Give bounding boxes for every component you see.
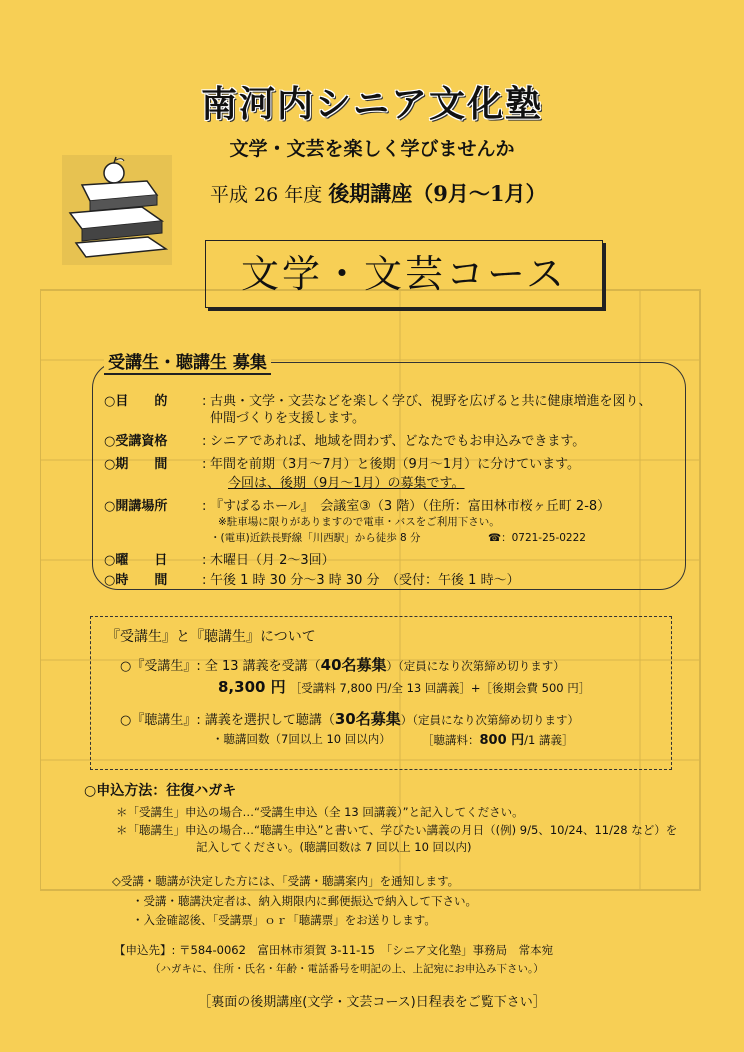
books-apple-icon bbox=[62, 155, 172, 265]
back-page-note: ［裏面の後期講座(文学・文芸コース)日程表をご覧下さい］ bbox=[198, 995, 546, 1010]
access-note: ・(電車)近鉄長野線「川西駅」から徒歩 8 分 bbox=[210, 532, 421, 544]
apply-line-student: ＊「受講生」申込の場合…“受講生申込（全 13 回講義）”と記入してください。 bbox=[116, 805, 524, 819]
student-line: ○『受講生』: 全 13 講義を受講（40名募集）（定員になり次第締め切ります） bbox=[120, 656, 565, 674]
notice-line: ◇受講・聴講が決定した方には、「受講・聴講案内」を通知します。 bbox=[112, 874, 460, 888]
course-title: 文学・文芸コース bbox=[240, 252, 568, 296]
auditor-line: ○『聴講生』: 講義を選択して聴講（30名募集）（定員になり次第締め切ります） bbox=[120, 710, 579, 728]
payment-line: ・受講・聴講決定者は、納入期限内に郵便振込で納入して下さい。 bbox=[132, 894, 477, 908]
apply-heading: ○申込方法：往復ハガキ bbox=[84, 783, 237, 799]
parking-note: ※駐車場に限りがありますので電車・バスをご利用下さい。 bbox=[218, 516, 500, 528]
recruit-heading: 受講生・聴講生 募集 bbox=[104, 348, 271, 375]
info-row-venue: ○開講場所 : 『すばるホール』 会議室③（3 階）（住所：富田林市桜ヶ丘町 2-8） bbox=[104, 499, 611, 514]
info-row-purpose: ○目 的 : 古典・文学・文芸などを楽しく学び、視野を広げると共に健康増進を図り、 bbox=[104, 394, 652, 409]
term-line bbox=[210, 178, 547, 208]
info-row-period: ○期 間 : 年間を前期（3月～7月）と後期（9月～1月）に分けています。 bbox=[104, 457, 581, 472]
page-subtitle: 文学・文芸を楽しく学びませんか bbox=[229, 138, 515, 160]
auditor-fee-line: ［聴講料：800 円/1 講義］ bbox=[422, 733, 574, 748]
info-row-purpose-cont: 仲間づくりを支援します。 bbox=[210, 411, 365, 426]
ticket-line: ・入金確認後、「受講票」ｏｒ「聴講票」をお送りします。 bbox=[132, 913, 436, 927]
apply-line-auditor: ＊「聴講生」申込の場合…“聴講生申込”と書いて、学びたい講義の月日（(例) 9/5、10/24、11/28 など）を bbox=[116, 823, 678, 837]
info-row-period-cont: 今回は、後期（9月～1月）の募集です。 bbox=[228, 476, 465, 491]
info-row-day: ○曜 日 : 木曜日（月 2～3回） bbox=[104, 553, 335, 568]
apply-address: 【申込先】: 〒584-0062 富田林市須賀 3-11-15 「シニア文化塾」事務局 常本宛 bbox=[114, 943, 554, 957]
info-row-eligibility: ○受講資格 : シニアであれば、地域を問わず、どなたでもお申込みできます。 bbox=[104, 434, 586, 449]
types-heading: 『受講生』と『聴講生』について bbox=[106, 629, 316, 645]
student-fee-line: 8,300 円 ［受講料 7,800 円/全 13 回講義］+［後期会費 500 円］ bbox=[218, 678, 591, 696]
phone-note: ☎：0721-25-0222 bbox=[488, 532, 586, 544]
term-main: 後期講座（9月～1月） bbox=[328, 181, 547, 206]
apply-line-auditor-cont: 記入してください。(聴講回数は 7 回以上 10 回以内) bbox=[196, 840, 472, 854]
auditor-sessions: ・聴講回数（7回以上 10 回以内） bbox=[212, 732, 391, 746]
page-title: 南河内シニア文化塾 bbox=[200, 84, 543, 125]
course-banner bbox=[205, 240, 603, 308]
info-row-time: ○時 間 : 午後 1 時 30 分～3 時 30 分 （受付：午後 1 時～） bbox=[104, 573, 520, 588]
apply-address-note: （ハガキに、住所・氏名・年齢・電話番号を明記の上、上記宛にお申込み下さい。） bbox=[150, 963, 544, 975]
term-prefix: 平成 26 年度 bbox=[210, 184, 323, 206]
